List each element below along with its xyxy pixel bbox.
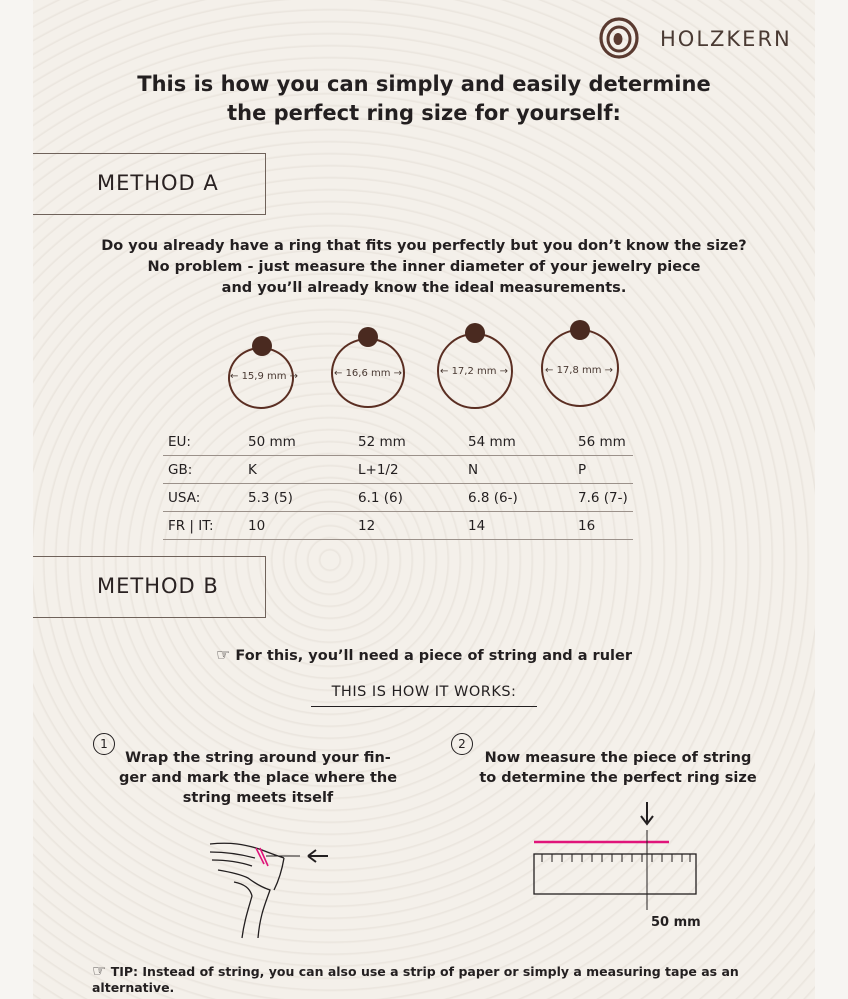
- step-2-text: Now measure the piece of string to determine the perfect ring size: [479, 750, 757, 786]
- table-cell: 7.6 (7-): [573, 484, 633, 512]
- table-cell: 6.8 (6-): [463, 484, 573, 512]
- method-b-header: [33, 556, 266, 618]
- intro-line-2: No problem - just measure the inner diameter of your jewelry piece: [147, 259, 701, 275]
- ring-size-table: [163, 428, 633, 540]
- table-row: [163, 512, 633, 540]
- table-row: [163, 428, 633, 456]
- ring-4-stone: [570, 320, 590, 340]
- tip-text: TIP: Instead of string, you can also use a strip of paper or simply a measuring tape as an alternative.: [92, 964, 739, 995]
- table-cell: N: [463, 456, 573, 484]
- row-label: GB:: [163, 456, 243, 484]
- method-b-label: METHOD B: [97, 574, 219, 598]
- step-1-number: 1: [93, 733, 115, 755]
- table-cell: 6.1 (6): [353, 484, 463, 512]
- table-cell: 10: [243, 512, 353, 540]
- arrow-down-icon: [641, 802, 653, 824]
- requirements-note: [150, 645, 698, 664]
- page-title: [100, 70, 748, 128]
- table-cell: L+1/2: [353, 456, 463, 484]
- table-cell: K: [243, 456, 353, 484]
- ring-4-diameter: ← 17,8 mm →: [545, 365, 614, 376]
- method-a-header: [33, 153, 266, 215]
- ring-1-stone: [252, 336, 272, 356]
- intro-line-3: and you’ll already know the ideal measurements.: [221, 280, 627, 296]
- how-it-works-heading: THIS IS HOW IT WORKS:: [311, 684, 537, 707]
- row-label: EU:: [163, 428, 243, 456]
- page-margin-left: [0, 0, 33, 999]
- step-1-text: Wrap the string around your fin- ger and mark the place where the string meets itself: [118, 750, 398, 806]
- intro-line-1: Do you already have a ring that fits you perfectly but you don’t know the size?: [101, 238, 747, 254]
- ruler-label: 50 mm: [651, 915, 701, 930]
- row-label: FR | IT:: [163, 512, 243, 540]
- holzkern-logo-icon: [598, 17, 640, 59]
- table-cell: 16: [573, 512, 633, 540]
- ring-2-diameter: ← 16,6 mm →: [334, 368, 403, 379]
- page-margin-right: [815, 0, 848, 999]
- table-cell: 14: [463, 512, 573, 540]
- page-title-line-1: This is how you can simply and easily determine: [137, 72, 711, 96]
- brand-name: HOLZKERN: [660, 27, 792, 51]
- step-2-number: 2: [451, 733, 473, 755]
- arrow-left-icon: [308, 850, 328, 862]
- method-a-label: METHOD A: [97, 171, 219, 195]
- hand-string-illustration: [200, 830, 340, 940]
- ring-1-diameter: ← 15,9 mm →: [230, 371, 299, 382]
- pointing-hand-icon: ☞: [92, 961, 107, 980]
- table-cell: P: [573, 456, 633, 484]
- table-row: [163, 456, 633, 484]
- pointing-hand-icon: ☞: [216, 645, 231, 664]
- table-cell: 54 mm: [463, 428, 573, 456]
- requirements-text: For this, you’ll need a piece of string and a ruler: [235, 648, 632, 664]
- ring-2-stone: [358, 327, 378, 347]
- table-row: [163, 484, 633, 512]
- table-cell: 52 mm: [353, 428, 463, 456]
- table-cell: 56 mm: [573, 428, 633, 456]
- table-cell: 12: [353, 512, 463, 540]
- ring-3-diameter: ← 17,2 mm →: [440, 366, 509, 377]
- tip-note: [92, 961, 792, 995]
- method-a-intro: [90, 236, 758, 299]
- page-title-line-2: the perfect ring size for yourself:: [227, 101, 621, 125]
- ring-3-stone: [465, 323, 485, 343]
- table-cell: 5.3 (5): [243, 484, 353, 512]
- table-cell: 50 mm: [243, 428, 353, 456]
- row-label: USA:: [163, 484, 243, 512]
